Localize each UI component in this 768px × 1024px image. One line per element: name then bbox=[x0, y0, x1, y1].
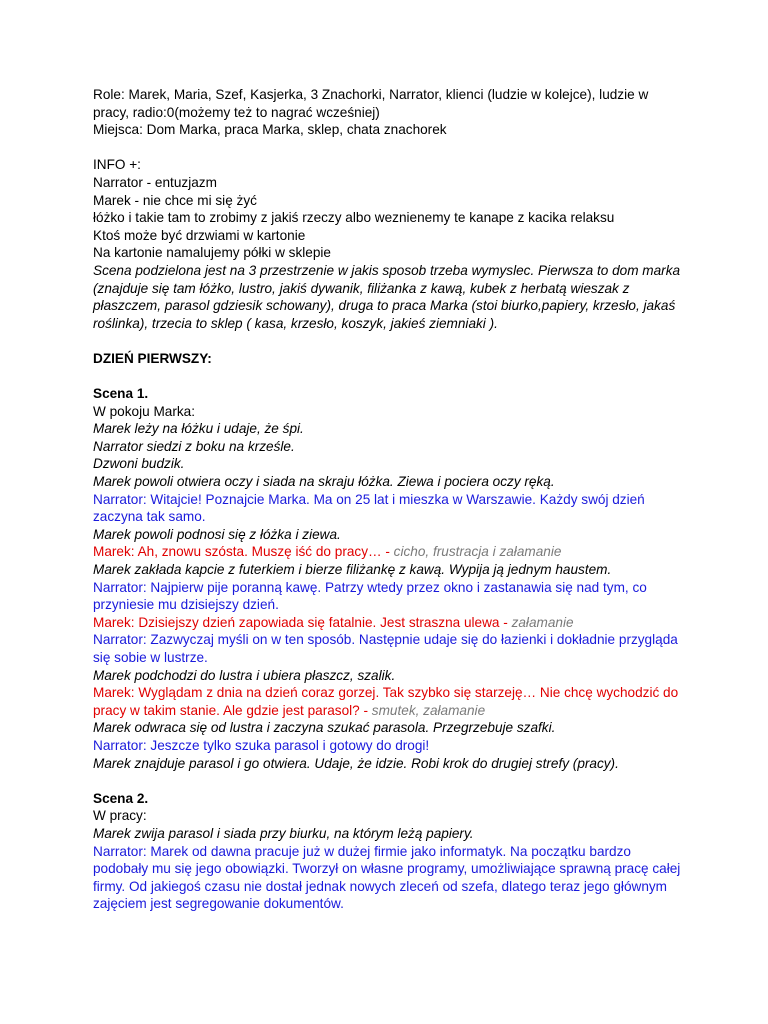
scene-1-heading: Scena 1. bbox=[93, 386, 149, 402]
scene-2-heading: Scena 2. bbox=[93, 790, 149, 806]
stage-direction: Dzwoni budzik. bbox=[93, 456, 185, 472]
day-heading: DZIEŃ PIERWSZY: bbox=[93, 350, 212, 366]
stage-direction: Marek powoli otwiera oczy i siada na skraju łóżka. Ziewa i pociera oczy ręką. bbox=[93, 474, 555, 490]
spacer bbox=[93, 772, 683, 790]
info-title: INFO +: bbox=[93, 157, 141, 173]
narrator-line: Narrator: Marek od dawna pracuje już w dużej firmie jako informatyk. Na początku bardzo podobały mu się jego obowiązki. Tworzył on własne programy, umożliwiające sprawną pracę całej firmy. Od jakiegoś czasu nie dostał jednak nowych zleceń od szefa, dlatego teraz jego głównym zajęciem jest segregowanie dokumentów. bbox=[93, 843, 681, 912]
document-body bbox=[93, 86, 683, 913]
narrator-line: Narrator: Najpierw pije poranną kawę. Patrzy wtedy przez okno i zastanawia się nad tym, co przyniesie mu dzisiejszy dzień. bbox=[93, 579, 647, 613]
scene-1-location: W pokoju Marka: bbox=[93, 403, 195, 419]
spacer bbox=[93, 332, 683, 350]
scene-2-location: W pracy: bbox=[93, 808, 147, 824]
marek-speech: Marek: Dzisiejszy dzień zapowiada się fatalnie. Jest straszna ulewa - bbox=[93, 614, 508, 630]
marek-speech: Marek: Wyglądam z dnia na dzień coraz gorzej. Tak szybko się starzeję… Nie chcę wychodzić do pracy w takim stanie. Ale gdzie jest parasol? - bbox=[93, 685, 679, 718]
stage-direction: Narrator siedzi z boku na krześle. bbox=[93, 438, 295, 454]
info-line: Narrator - entuzjazm bbox=[93, 174, 217, 190]
emotion-note: cicho, frustracja i załamanie bbox=[389, 544, 562, 560]
marek-line bbox=[93, 543, 683, 561]
stage-direction: Marek powoli podnosi się z łóżka i ziewa. bbox=[93, 526, 341, 542]
emotion-note: załamanie bbox=[507, 614, 574, 630]
stage-direction: Marek leży na łóżku i udaje, że śpi. bbox=[93, 421, 304, 437]
stage-direction: Marek zwija parasol i siada przy biurku, na którym leżą papiery. bbox=[93, 825, 474, 841]
narrator-line: Narrator: Jeszcze tylko szuka parasol i gotowy do drogi! bbox=[93, 737, 430, 753]
stage-direction: Marek zakłada kapcie z futerkiem i bierze filiżankę z kawą. Wypija ją jednym haustem. bbox=[93, 562, 612, 578]
spacer bbox=[93, 368, 683, 386]
emotion-note: smutek, załamanie bbox=[368, 702, 486, 718]
narrator-line: Narrator: Witajcie! Poznajcie Marka. Ma on 25 lat i mieszka w Warszawie. Każdy swój dzień zaczyna tak samo. bbox=[93, 491, 645, 525]
marek-line bbox=[93, 684, 683, 719]
roles-line: Role: Marek, Maria, Szef, Kasjerka, 3 Znachorki, Narrator, klienci (ludzie w kolejce), ludzie w pracy, radio:0(możemy też to nagrać wcześniej) bbox=[93, 87, 649, 120]
stage-direction: Marek znajduje parasol i go otwiera. Udaje, że idzie. Robi krok do drugiej strefy (pracy). bbox=[93, 755, 619, 771]
marek-line bbox=[93, 614, 683, 632]
stage-direction: Marek odwraca się od lustra i zaczyna szukać parasola. Przegrzebuje szafki. bbox=[93, 720, 556, 736]
places-line: Miejsca: Dom Marka, praca Marka, sklep, chata znachorek bbox=[93, 122, 447, 138]
spacer bbox=[93, 139, 683, 157]
marek-speech: Marek: Ah, znowu szósta. Muszę iść do pracy… - bbox=[93, 544, 390, 560]
info-line: Na kartonie namalujemy półki w sklepie bbox=[93, 245, 331, 261]
info-line: łóżko i takie tam to zrobimy z jakiś rzeczy albo weznienemy te kanape z kacika relaksu bbox=[93, 210, 615, 226]
info-line: Marek - nie chce mi się żyć bbox=[93, 192, 257, 208]
narrator-line: Narrator: Zazwyczaj myśli on w ten sposób. Następnie udaje się do łazienki i dokładnie przygląda się sobie w lustrze. bbox=[93, 632, 678, 665]
stage-direction: Marek podchodzi do lustra i ubiera płaszcz, szalik. bbox=[93, 667, 396, 683]
info-line: Ktoś może być drzwiami w kartonie bbox=[93, 227, 306, 243]
scene-setup-note: Scena podzielona jest na 3 przestrzenie w jakis sposob trzeba wymyslec. Pierwsza to dom marka (znajduje się tam łóżko, lustro, jakiś dywanik, filiżanka z kawą, kubek z herbatą wieszak z płaszczem, parasol gdziesik schowany), druga to praca Marka (stoi biurko,papiery, krzesło, jakaś roślinka), trzecia to sklep ( kasa, krzesło, koszyk, jakieś ziemniaki ). bbox=[93, 262, 681, 331]
